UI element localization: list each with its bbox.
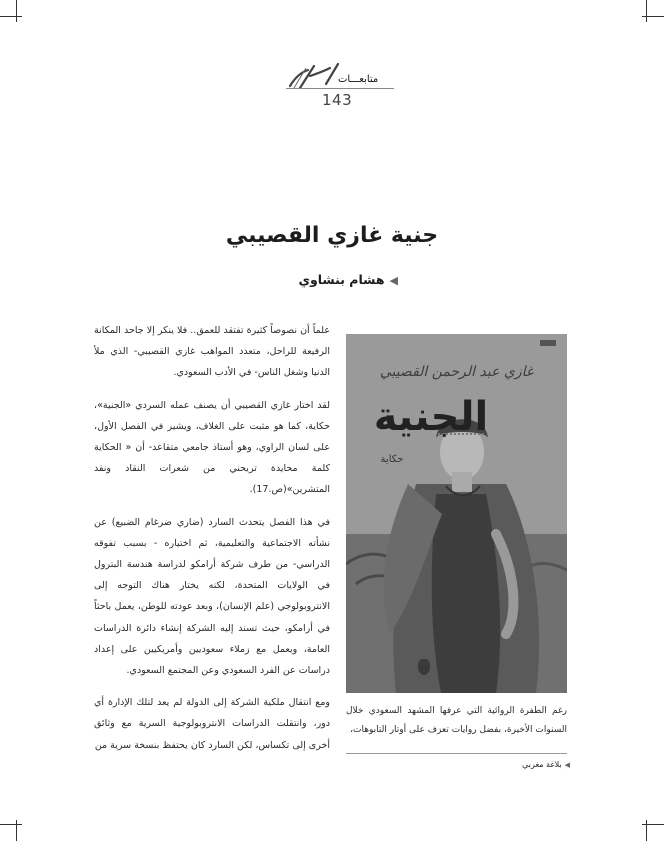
footer-label [510, 760, 570, 769]
header-rule [286, 88, 394, 89]
crop-mark [0, 16, 22, 17]
paragraph: علماً أن نصوصاً كثيرة تفتقد للعمق.. فلا ينكر إلا جاحد المكانة الرفيعة للراحل، متعدد المواهب غازي القصيبي- الذي ملأ الدنيا وشغل الناس- في الأدب السعودي. [94, 325, 330, 379]
footer-label-text: بلاغة مغربي [522, 760, 562, 769]
crop-mark [642, 824, 664, 825]
body-text-column [94, 320, 330, 767]
publisher-mark [540, 340, 556, 346]
byline [280, 272, 398, 287]
magazine-logo [286, 62, 346, 90]
caption-rule [346, 753, 567, 754]
cover-title: الجنية [373, 394, 489, 440]
paragraph: في هذا الفصل يتحدث السارد (ضاري ضرغام الضبيع) عن نشأته الاجتماعية والتعليمية، ثم اختياره - بسبب تفوقه الدراسي- من طرف شركة أرامكو لدراسة هندسة البترول في الولايات المتحدة، لكنه يختار هناك التوجه إلى الانتروبولوجي (علم الإنسان)، وبعد عودته للوطن، يعمل باحثاً في أرامكو، حيث تسند إليه الشركة إنشاء دائرة الدراسات العامة، ويعمل مع زملاء سعوديين وأمريكيين على إعداد دراسات عن الفرد السعودي وعن المجتمع السعودي. [94, 516, 330, 677]
paragraph: لقد اختار غازي القصيبي أن يصنف عمله السردي «الجنية»، حكاية، كما هو مثبت على الغلاف، ويشير في الفصل الأول، على لسان الراوي، وهو أستاذ جامعي متقاعد- أن « الحكاية كلمة محايدة تريحني من شعرات النقاد ونقد المتشرين»(ص.17). [94, 399, 330, 496]
paragraph: ومع انتقال ملكية الشركة إلى الدولة لم يعد لتلك الإدارة أي دور، وانتقلت الدراسات الانتروبولوجية السرية مع وثائق أخرى إلى تكساس، لكن السارد كان يحتفظ بنسخة سرية من [94, 697, 330, 751]
image-caption: رغم الطفرة الروائية التي عرفها المشهد السعودي خلال السنوات الأخيرة، بفضل روايات تعزف على أوتار التابوهات، [346, 706, 567, 735]
publisher-logo [418, 659, 430, 675]
book-cover-image [346, 334, 567, 693]
crop-mark [642, 16, 664, 17]
cover-author: غازي عبد الرحمن القصيبي [379, 364, 534, 380]
author-name: هشام بنشاوي [298, 272, 385, 287]
article-title: جنية غازي القصيبي [225, 223, 439, 248]
crop-mark [0, 824, 22, 825]
crop-mark [646, 0, 647, 22]
page-number: 143 [322, 91, 353, 109]
triangle-bullet-icon: ◀ [389, 274, 398, 287]
page-header [286, 62, 396, 112]
section-label: متابعـــات [338, 74, 379, 85]
woman-illustration [346, 334, 567, 693]
cover-genre: حكاية [380, 454, 404, 465]
triangle-bullet-icon: ◀ [564, 761, 570, 769]
crop-mark [16, 0, 17, 22]
